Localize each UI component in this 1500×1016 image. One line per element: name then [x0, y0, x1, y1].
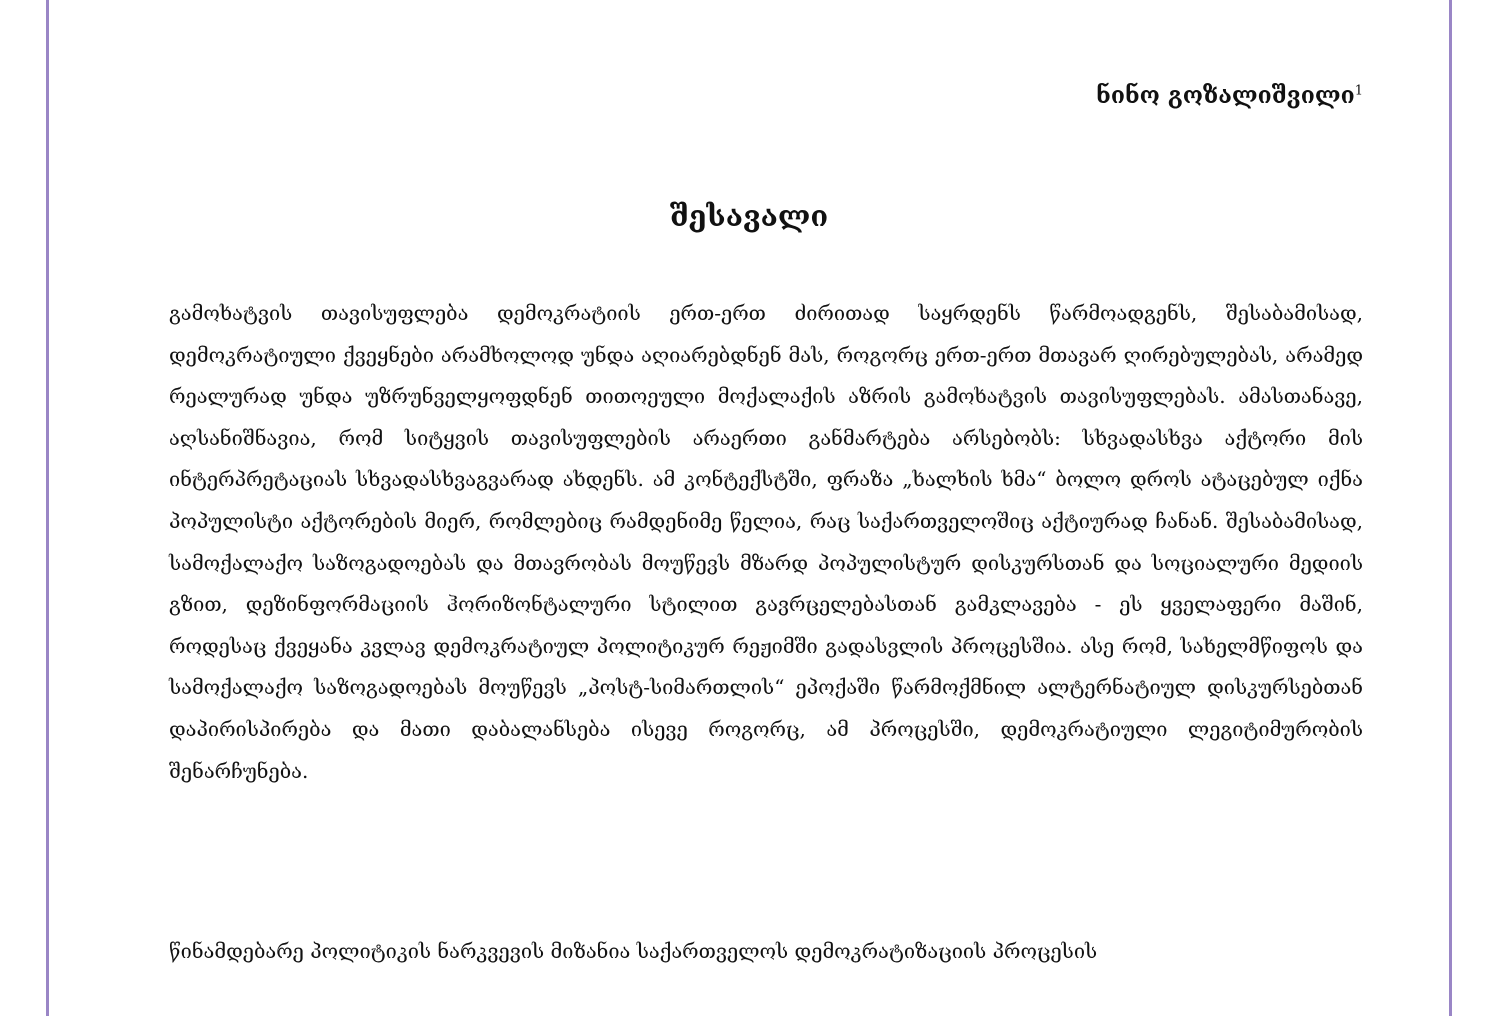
author-line: [1096, 82, 1363, 109]
body-paragraph-1: გამოხატვის თავისუფლება დემოკრატიის ერთ-ერთ ძირითად საყრდენს წარმოადგენს, შესაბამისად, დემოკრატიული ქვეყნები არამხოლოდ უნდა აღიარებდნენ მას, როგორც ერთ-ერთ მთავარ ღირებულებას, არამედ რეალურად უნდა უზრუნველყოფდნენ თითოეული მოქალაქის აზრის გამოხატვის თავისუფლებას. ამასთანავე, აღსანიშნავია, რომ სიტყვის თავისუფლების არაერთი განმარტება არსებობს: სხვადასხვა აქტორი მის ინტერპრეტაციას სხვადასხვაგვარად ახდენს. ამ კონტექსტში, ფრაზა „ხალხის ხმა“ ბოლო დროს ატაცებულ იქნა პოპულისტი აქტორების მიერ, რომლებიც რამდენიმე წელია, რაც საქართველოშიც აქტიურად ჩანან. შესაბამისად, სამოქალაქო საზოგადოებას და მთავრობას მოუწევს მზარდ პოპულისტურ დისკურსთან და სოციალური მედიის გზით, დეზინფორმაციის ჰორიზონტალური სტილით გავრცელებასთან გამკლავება - ეს ყველაფერი მაშინ, როდესაც ქვეყანა კვლავ დემოკრატიულ პოლიტიკურ რეჟიმში გადასვლის პროცესშია. ასე რომ, სახელმწიფოს და სამოქალაქო საზოგადოებას მოუწევს „პოსტ-სიმართლის“ ეპოქაში წარმოქმნილ ალტერნატიულ დისკურსებთან დაპირისპირება და მათი დაბალანსება ისევე როგორც, ამ პროცესში, დემოკრატიული ლეგიტიმურობის შენარჩუნება.: [169, 301, 1363, 783]
author-footnote-marker[interactable]: 1: [1354, 83, 1363, 99]
section-heading: შესავალი: [669, 199, 829, 233]
body-paragraph-2: წინამდებარე პოლიტიკის ნარკვევის მიზანია საქართველოს დემოკრატიზაციის პროცესის: [169, 939, 1098, 963]
document-page: [46, 0, 1452, 1016]
author-name: ნინო გოზალიშვილი: [1096, 82, 1355, 109]
